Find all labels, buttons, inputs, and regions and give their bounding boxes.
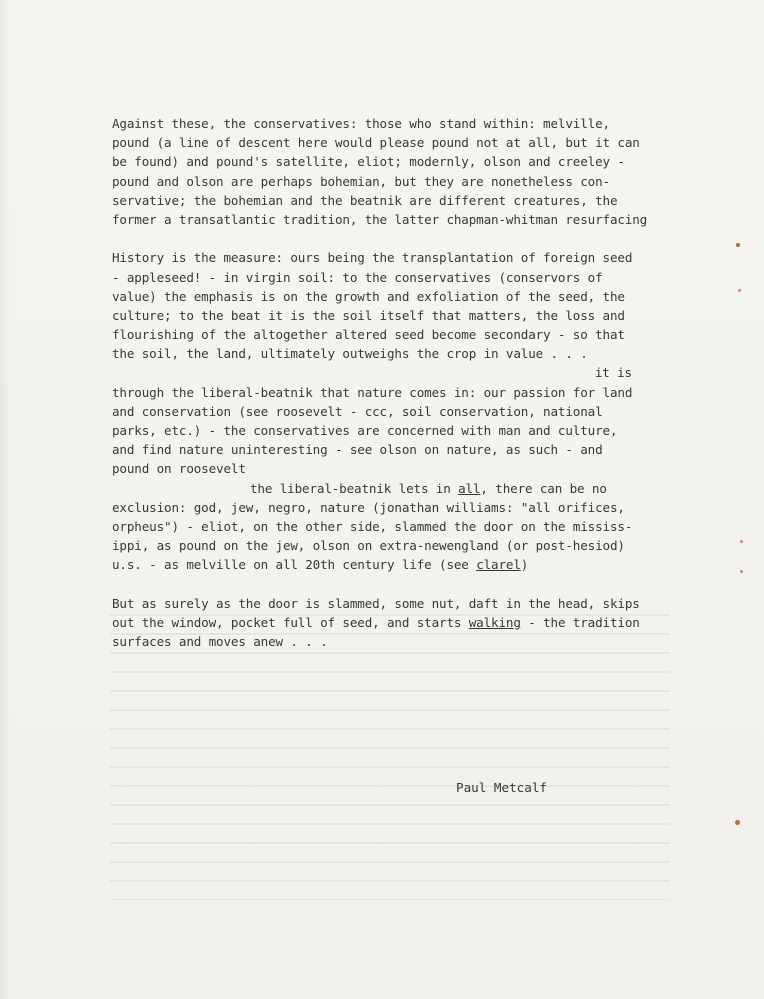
paper-edge-shadow: [0, 0, 10, 999]
underlined-word-walking: walking: [468, 614, 521, 630]
text-line: [112, 479, 652, 498]
paper-mark-dot: [738, 289, 741, 292]
text-line: ippi, as pound on the jew, olson on extra-newengland (or post-hesiod): [112, 538, 625, 554]
text-line: value) the emphasis is on the growth and exfoliation of the seed, the: [112, 288, 625, 304]
text-line: exclusion: god, jew, negro, nature (jonathan williams: "all orifices,: [112, 499, 625, 515]
paper-mark-dot: [735, 820, 740, 825]
paper-mark-dot: [736, 243, 740, 247]
text-line: [112, 555, 652, 574]
text-line-it-is: it is: [594, 365, 632, 381]
text-span: u.s. - as melville on all 20th century life (see: [112, 557, 477, 573]
text-span: out the window, pocket full of seed, and starts: [112, 614, 469, 630]
paper-mark-dot: [740, 570, 743, 573]
text-line: the soil, the land, ultimately outweighs the crop in value . . .: [112, 346, 588, 362]
paper-mark-dot: [740, 540, 743, 543]
text-line: surfaces and moves anew . . .: [112, 634, 328, 650]
text-span: , there can be no: [480, 480, 607, 496]
paragraph-2: [112, 248, 652, 382]
text-line: pound and olson are perhaps bohemian, but they are nonetheless con-: [112, 173, 610, 189]
text-line: and conservation (see roosevelt - ccc, soil conservation, national: [112, 403, 603, 419]
text-span: the liberal-beatnik lets in: [250, 480, 459, 496]
underlined-word-clarel: clarel: [476, 557, 521, 573]
paragraph-1: [112, 114, 652, 229]
text-line: [112, 613, 652, 632]
underlined-word-all: all: [458, 480, 481, 496]
text-line: parks, etc.) - the conservatives are concerned with man and culture,: [112, 423, 618, 438]
text-line: But as surely as the door is slammed, some nut, daft in the head, skips: [112, 595, 640, 611]
text-line: pound (a line of descent here would please pound not at all, but it can: [112, 135, 640, 151]
text-line: History is the measure: ours being the transplantation of foreign seed: [112, 250, 633, 266]
paragraph-5: [112, 594, 652, 652]
document-body: [112, 114, 652, 651]
paragraph-3: [112, 383, 652, 479]
text-span: ): [520, 557, 529, 573]
text-line: former a transatlantic tradition, the latter chapman-whitman resurfacing: [112, 211, 648, 227]
signature: Paul Metcalf: [456, 780, 547, 795]
text-line: Against these, the conservatives: those who stand within: melville,: [112, 116, 610, 131]
text-line: flourishing of the altogether altered seed become secondary - so that: [112, 327, 625, 343]
text-line: servative; the bohemian and the beatnik are different creatures, the: [112, 192, 618, 208]
text-line: be found) and pound's satellite, eliot; modernly, olson and creeley -: [112, 154, 625, 170]
text-span: - the tradition: [520, 614, 640, 630]
text-line: through the liberal-beatnik that nature comes in: our passion for land: [112, 384, 633, 400]
text-line: culture; to the beat it is the soil itself that matters, the loss and: [112, 307, 625, 323]
paragraph-4: [112, 479, 652, 575]
text-line: orpheus") - eliot, on the other side, slammed the door on the mississ-: [112, 518, 633, 534]
text-line: - appleseed! - in virgin soil: to the conservatives (conservors of: [112, 269, 603, 285]
text-line: pound on roosevelt: [112, 461, 246, 477]
text-line: and find nature uninteresting - see olson on nature, as such - and: [112, 442, 603, 458]
